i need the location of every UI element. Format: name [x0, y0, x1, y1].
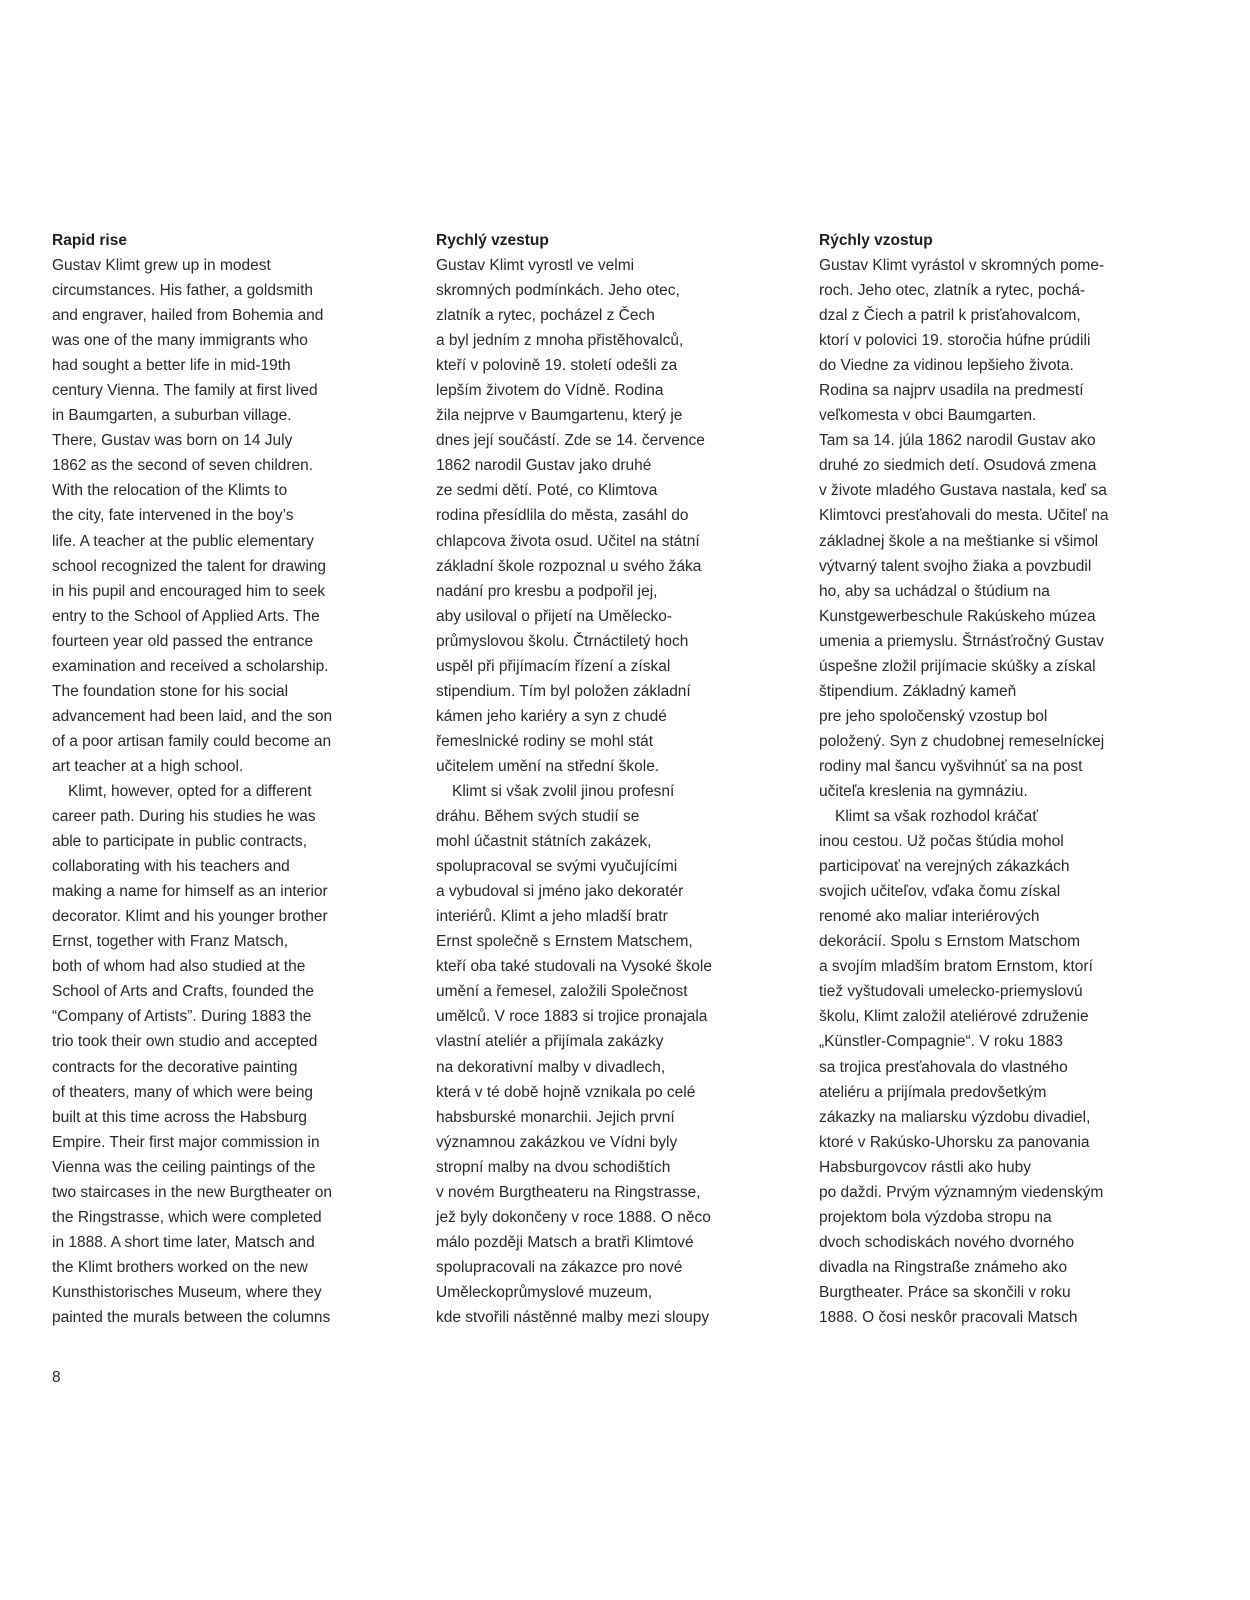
text-line: 1888. O čosi neskôr pracovali Matsch — [819, 1308, 1078, 1326]
text-line: able to participate in public contracts, — [52, 833, 308, 851]
text-line: dvoch schodiskách nového dvorného — [819, 1233, 1075, 1251]
text-line: dzal z Čiech a patril k prisťahovalcom, — [819, 307, 1081, 325]
text-line: průmyslovou školu. Čtrnáctiletý hoch — [436, 632, 689, 650]
text-line: Gustav Klimt vyrostl ve velmi — [436, 257, 635, 274]
text-line: and engraver, hailed from Bohemia and — [52, 307, 324, 325]
page-number: 8 — [52, 1369, 61, 1386]
text-line: The foundation stone for his social — [52, 682, 289, 700]
text-line: in 1888. A short time later, Matsch and — [52, 1233, 315, 1251]
text-line: na dekorativní malby v divadlech, — [436, 1058, 666, 1076]
text-line: There, Gustav was born on 14 July — [52, 432, 293, 450]
text-line: fourteen year old passed the entrance — [52, 632, 314, 650]
text-line: skromných podmínkách. Jeho otec, — [436, 282, 680, 300]
text-line: kteří v polovině 19. století odešli za — [436, 357, 678, 375]
text-line: kámen jeho kariéry a syn z chudé — [436, 707, 667, 725]
text-line: po daždi. Prvým významným viedenským — [819, 1183, 1104, 1201]
text-line: tiež vyštudovali umelecko-priemyslovú — [819, 983, 1083, 1001]
text-line: mohl účastnit státních zakázek, — [436, 833, 652, 851]
text-line: významnou zakázkou ve Vídni byly — [436, 1133, 678, 1151]
text-line: making a name for himself as an interior — [52, 883, 328, 901]
text-line: ktorí v polovici 19. storočia húfne prúdili — [819, 332, 1091, 350]
column-slovak — [819, 228, 1169, 1330]
text-line: ho, aby sa uchádzal o štúdium na — [819, 582, 1050, 600]
text-line: Klimt si však zvolil jinou profesní — [452, 782, 675, 800]
text-line: the Klimt brothers worked on the new — [52, 1258, 308, 1276]
column-english — [52, 228, 402, 1330]
text-line: spolupracovali na zákazce pro nové — [436, 1258, 683, 1276]
text-line: a vybudoval si jméno jako dekoratér — [436, 883, 684, 901]
text-line: Vienna was the ceiling paintings of the — [52, 1158, 316, 1176]
text-line: advancement had been laid, and the son — [52, 707, 333, 725]
text-line: která v té době hojně vznikala po celé — [436, 1083, 696, 1101]
text-line: stropní malby na dvou schodištích — [436, 1158, 671, 1176]
section-heading-czech: Rychlý vzestup — [436, 232, 549, 249]
text-line: two staircases in the new Burgtheater on — [52, 1183, 333, 1201]
text-line: ateliéru a prijímala predovšetkým — [819, 1083, 1047, 1101]
text-line: spolupracoval se svými vyučujícími — [436, 858, 678, 876]
text-line: v novém Burgtheateru na Ringstrasse, — [436, 1183, 701, 1201]
text-line: zákazky na maliarsku výzdobu divadiel, — [819, 1108, 1091, 1126]
text-line: chlapcova života osud. Učitel na státní — [436, 532, 700, 550]
text-line: both of whom had also studied at the — [52, 958, 306, 976]
text-line: 1862 narodil Gustav jako druhé — [436, 457, 652, 475]
text-line: Tam sa 14. júla 1862 narodil Gustav ako — [819, 432, 1096, 450]
body-text-slovak — [819, 253, 1169, 1330]
text-line: collaborating with his teachers and — [52, 858, 290, 876]
text-line: štipendium. Základný kameň — [819, 682, 1017, 700]
text-line: položený. Syn z chudobnej remeselníckej — [819, 732, 1105, 750]
text-line: ktoré v Rakúsko-Uhorsku za panovania — [819, 1133, 1090, 1151]
text-line: druhé zo siedmich detí. Osudová zmena — [819, 457, 1097, 475]
text-line: úspešne zložil prijímacie skúšky a získal — [819, 657, 1096, 675]
text-line: rodina přesídlila do města, zasáhl do — [436, 507, 689, 525]
text-line: veľkomesta v obci Baumgarten. — [819, 407, 1037, 425]
text-line: sa trojica presťahovala do vlastného — [819, 1058, 1068, 1076]
text-line: základní škole rozpoznal u svého žáka — [436, 557, 702, 575]
text-line: Kunstgewerbeschule Rakúskeho múzea — [819, 607, 1096, 625]
text-line: the Ringstrasse, which were completed — [52, 1208, 322, 1226]
text-line: kteří oba také studovali na Vysoké škole — [436, 958, 712, 976]
text-line: umělců. V roce 1883 si trojice pronajala — [436, 1008, 708, 1026]
text-line: Empire. Their first major commission in — [52, 1133, 320, 1151]
text-line: art teacher at a high school. — [52, 757, 244, 775]
text-line: century Vienna. The family at first lived — [52, 382, 318, 400]
text-line: kde stvořili nástěnné malby mezi sloupy — [436, 1308, 710, 1326]
text-line: „Künstler-Compagnie“. V roku 1883 — [819, 1033, 1063, 1051]
text-line: Gustav Klimt vyrástol v skromných pome- — [819, 257, 1105, 274]
text-line: umění a řemesel, založili Společnost — [436, 983, 688, 1001]
text-line: Habsburgovcov rástli ako huby — [819, 1158, 1031, 1176]
text-line: ze sedmi dětí. Poté, co Klimtova — [436, 482, 658, 500]
text-line: lepším životem do Vídně. Rodina — [436, 382, 664, 400]
text-line: umenia a priemyslu. Štrnásťročný Gustav — [819, 632, 1104, 650]
text-line: učiteľa kreslenia na gymnáziu. — [819, 782, 1028, 800]
text-line: a byl jedním z mnoha přistěhovalců, — [436, 332, 684, 350]
text-line: aby usiloval o přijetí na Umělecko- — [436, 607, 673, 625]
text-line: interiérů. Klimt a jeho mladší bratr — [436, 908, 668, 926]
text-line: uspěl při přijímacím řízení a získal — [436, 657, 671, 675]
text-line: renomé ako maliar interiérových — [819, 908, 1040, 926]
text-line: Klimt, however, opted for a different — [68, 782, 312, 800]
text-line: základnej škole a na meštianke si všimol — [819, 532, 1099, 550]
text-line: entry to the School of Applied Arts. The — [52, 607, 320, 625]
column-czech — [436, 228, 786, 1330]
body-text-english — [52, 253, 402, 1330]
text-line: habsburské monarchii. Jejich první — [436, 1108, 675, 1126]
text-line: trio took their own studio and accepted — [52, 1033, 318, 1051]
text-line: roch. Jeho otec, zlatník a rytec, pochá- — [819, 282, 1086, 300]
text-line: do Viedne za vidinou lepšieho života. — [819, 357, 1074, 375]
text-line: pre jeho spoločenský vzostup bol — [819, 707, 1048, 725]
text-line: zlatník a rytec, pocházel z Čech — [436, 307, 655, 325]
text-line: rodiny mal šancu vyšvihnúť sa na post — [819, 757, 1083, 775]
text-line: jež byly dokončeny v roce 1888. O něco — [436, 1208, 711, 1226]
text-line: Uměleckoprůmyslové muzeum, — [436, 1283, 653, 1301]
text-line: dekorácií. Spolu s Ernstom Matschom — [819, 933, 1081, 951]
text-line: examination and received a scholarship. — [52, 657, 329, 675]
text-line: málo později Matsch a bratři Klimtové — [436, 1233, 694, 1251]
text-line: dráhu. Během svých studií se — [436, 808, 640, 826]
text-line: School of Arts and Crafts, founded the — [52, 983, 314, 1001]
text-line: Kunsthistorisches Museum, where they — [52, 1283, 322, 1301]
body-text-czech — [436, 253, 786, 1330]
text-line: career path. During his studies he was — [52, 808, 316, 826]
text-line: v živote mladého Gustava nastala, keď sa — [819, 482, 1107, 500]
text-line: učitelem umění na střední škole. — [436, 757, 660, 775]
text-line: Rodina sa najprv usadila na predmestí — [819, 382, 1084, 400]
text-line: a svojím mladším bratom Ernstom, ktorí — [819, 958, 1093, 976]
text-line: contracts for the decorative painting — [52, 1058, 298, 1076]
text-line: výtvarný talent svojho žiaka a povzbudil — [819, 557, 1092, 575]
text-line: 1862 as the second of seven children. — [52, 457, 314, 475]
text-line: Burgtheater. Práce sa skončili v roku — [819, 1283, 1071, 1301]
text-line: školu, Klimt založil ateliérové združenie — [819, 1008, 1089, 1026]
text-line: painted the murals between the columns — [52, 1308, 331, 1326]
section-heading-english: Rapid rise — [52, 232, 127, 249]
text-line: With the relocation of the Klimts to — [52, 482, 288, 500]
text-line: řemeslnické rodiny se mohl stát — [436, 732, 654, 750]
text-line: was one of the many immigrants who — [52, 332, 308, 350]
text-line: Klimt sa však rozhodol kráčať — [835, 808, 1039, 826]
text-line: Gustav Klimt grew up in modest — [52, 257, 271, 274]
text-line: Ernst, together with Franz Matsch, — [52, 933, 289, 951]
text-line: in Baumgarten, a suburban village. — [52, 407, 292, 425]
text-line: žila nejprve v Baumgartenu, který je — [436, 407, 683, 425]
text-line: vlastní ateliér a přijímala zakázky — [436, 1033, 664, 1051]
text-line: life. A teacher at the public elementary — [52, 532, 314, 550]
text-line: “Company of Artists”. During 1883 the — [52, 1008, 312, 1026]
text-line: decorator. Klimt and his younger brother — [52, 908, 328, 926]
text-line: stipendium. Tím byl položen základní — [436, 682, 691, 700]
text-line: school recognized the talent for drawing — [52, 557, 326, 575]
text-line: Klimtovci presťahovali do mesta. Učiteľ na — [819, 507, 1109, 525]
text-line: in his pupil and encouraged him to seek — [52, 582, 326, 600]
text-line: of a poor artisan family could become an — [52, 732, 332, 750]
section-heading-slovak: Rýchly vzostup — [819, 232, 933, 249]
text-line: participovať na verejných zákazkách — [819, 858, 1070, 876]
text-line: dnes její součástí. Zde se 14. července — [436, 432, 705, 450]
text-line: divadla na Ringstraße známeho ako — [819, 1258, 1068, 1276]
text-line: projektom bola výzdoba stropu na — [819, 1208, 1052, 1226]
text-line: svojich učiteľov, vďaka čomu získal — [819, 883, 1061, 901]
text-line: had sought a better life in mid-19th — [52, 357, 291, 375]
text-line: nadání pro kresbu a podpořil jej, — [436, 582, 658, 600]
text-line: built at this time across the Habsburg — [52, 1108, 308, 1126]
text-line: inou cestou. Už počas štúdia mohol — [819, 833, 1064, 851]
text-line: the city, fate intervened in the boy’s — [52, 507, 294, 525]
text-line: circumstances. His father, a goldsmith — [52, 282, 314, 300]
text-line: of theaters, many of which were being — [52, 1083, 314, 1101]
text-line: Ernst společně s Ernstem Matschem, — [436, 933, 693, 951]
